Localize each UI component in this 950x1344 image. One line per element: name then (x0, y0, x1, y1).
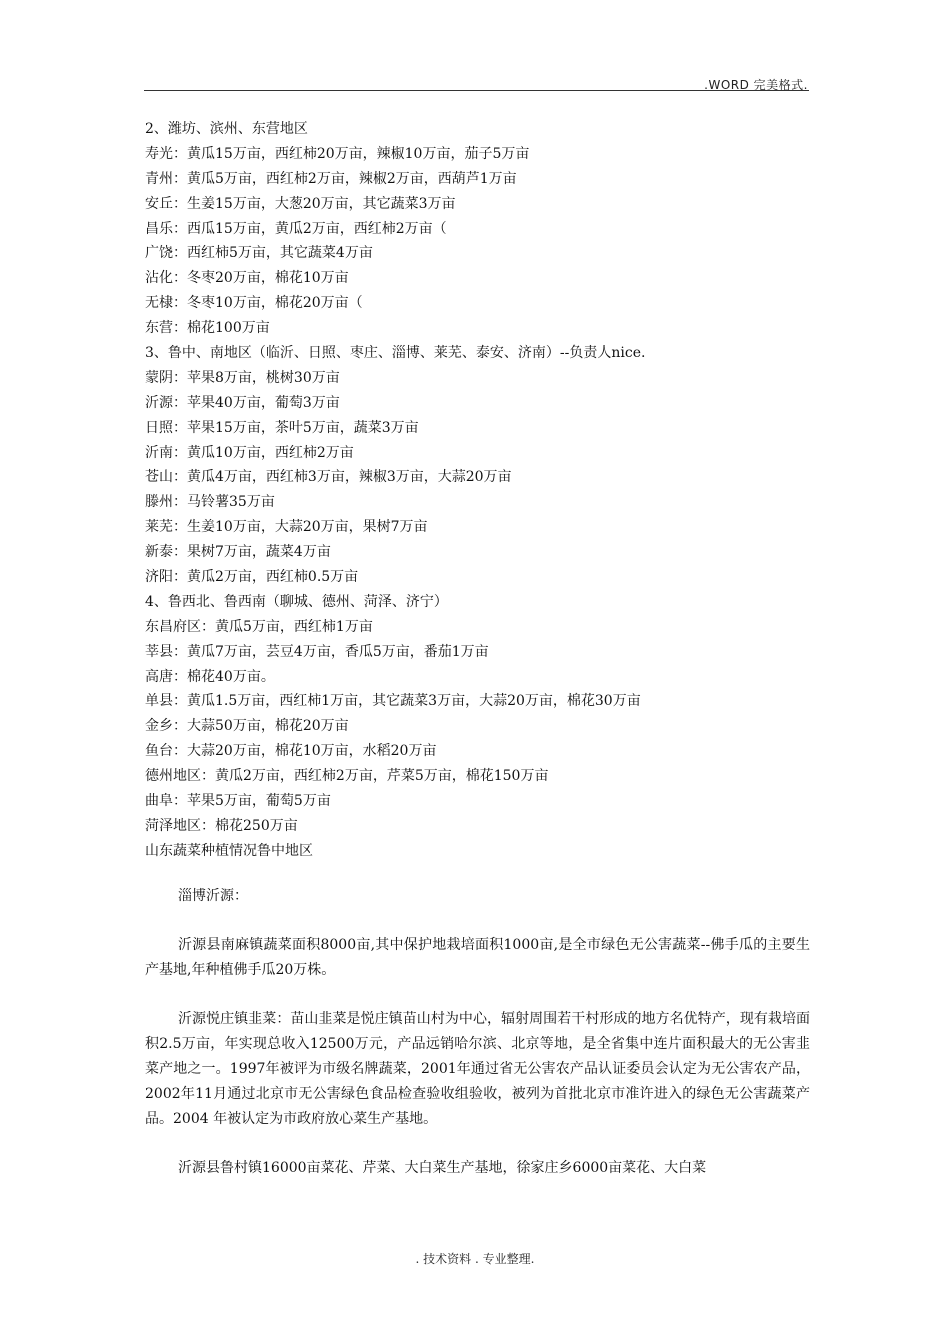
paragraph: 沂源县鲁村镇16000亩菜花、芹菜、大白菜生产基地，徐家庄乡6000亩菜花、大白菜 (178, 1160, 707, 1176)
paragraph: 沂源县南麻镇蔬菜面积8000亩,其中保护地栽培面积1000亩,是全市绿色无公害蔬菜--佛手瓜的主要生产基地,年种植佛手瓜20万株。 (145, 937, 810, 978)
list-line: 沂南：黄瓜10万亩，西红柿2万亩 (145, 444, 354, 461)
region-crop-list (145, 117, 810, 864)
list-line: 沾化：冬枣20万亩，棉花10万亩 (145, 270, 349, 287)
list-line: 无棣：冬枣10万亩，棉花20万亩（ (145, 295, 363, 312)
list-line: 蒙阴：苹果8万亩，桃树30万亩 (145, 369, 340, 386)
list-line: 曲阜：苹果5万亩，葡萄5万亩 (145, 793, 331, 810)
list-line: 3、鲁中、南地区（临沂、日照、枣庄、淄博、莱芜、泰安、济南）--负责人nice. (145, 345, 646, 362)
section-heading: 淄博沂源： (178, 888, 248, 904)
paragraph: 沂源悦庄镇韭菜：苗山韭菜是悦庄镇苗山村为中心，辐射周围若干村形成的地方名优特产，现有栽培面积2.5万亩，年实现总收入12500万元，产品远销哈尔滨、北京等地，是全省集中连片面积最大的无公害韭菜产地之一。1997年被评为市级名牌蔬菜，2001年通过省无公害农产品认证委员会认定为无公害农产品，2002年11月通过北京市无公害绿色食品检查验收组验收，被列为首批北京市准许进入的绿色无公害蔬菜产品。2004 年被认定为市政府放心菜生产基地。 (145, 1011, 810, 1127)
list-line: 济阳：黄瓜2万亩，西红柿0.5万亩 (145, 569, 359, 586)
list-line: 莘县：黄瓜7万亩，芸豆4万亩，香瓜5万亩，番茄1万亩 (145, 643, 489, 660)
list-line: 莱芜：生姜10万亩，大蒜20万亩，果树7万亩 (145, 519, 428, 536)
list-line: 滕州：马铃薯35万亩 (145, 494, 275, 511)
header-divider (144, 90, 809, 91)
list-line: 德州地区：黄瓜2万亩，西红柿2万亩，芹菜5万亩，棉花150万亩 (145, 768, 549, 785)
list-line: 鱼台：大蒜20万亩，棉花10万亩，水稻20万亩 (145, 743, 437, 760)
list-line: 金乡：大蒜50万亩，棉花20万亩 (145, 718, 349, 735)
list-line: 安丘：生姜15万亩，大葱20万亩，其它蔬菜3万亩 (145, 195, 456, 212)
list-line: 昌乐：西瓜15万亩，黄瓜2万亩，西红柿2万亩（ (145, 220, 447, 237)
list-line: 东营：棉花100万亩 (145, 320, 270, 337)
list-line: 青州：黄瓜5万亩，西红柿2万亩，辣椒2万亩，西葫芦1万亩 (145, 170, 517, 187)
list-line: 2、潍坊、滨州、东营地区 (145, 121, 308, 137)
list-line: 高唐：棉花40万亩。 (145, 668, 275, 685)
list-line: 4、鲁西北、鲁西南（聊城、德州、菏泽、济宁） (145, 593, 448, 610)
page-footer: . 技术资料 . 专业整理. (415, 1252, 535, 1266)
body-paragraphs (145, 884, 810, 1205)
list-line: 沂源：苹果40万亩，葡萄3万亩 (145, 394, 340, 411)
list-line: 山东蔬菜种植情况鲁中地区 (145, 842, 313, 859)
list-line: 单县：黄瓜1.5万亩，西红柿1万亩，其它蔬菜3万亩，大蒜20万亩，棉花30万亩 (145, 693, 641, 710)
list-line: 寿光：黄瓜15万亩，西红柿20万亩，辣椒10万亩，茄子5万亩 (145, 145, 530, 162)
page-header: .WORD 完美格式. (704, 78, 808, 92)
list-line: 新泰：果树7万亩，蔬菜4万亩 (145, 544, 331, 561)
list-line: 东昌府区：黄瓜5万亩，西红柿1万亩 (145, 618, 373, 635)
list-line: 菏泽地区：棉花250万亩 (145, 817, 298, 834)
list-line: 广饶：西红柿5万亩，其它蔬菜4万亩 (145, 245, 373, 262)
list-line: 苍山：黄瓜4万亩，西红柿3万亩，辣椒3万亩，大蒜20万亩 (145, 469, 512, 486)
list-line: 日照：苹果15万亩，茶叶5万亩，蔬菜3万亩 (145, 419, 419, 436)
